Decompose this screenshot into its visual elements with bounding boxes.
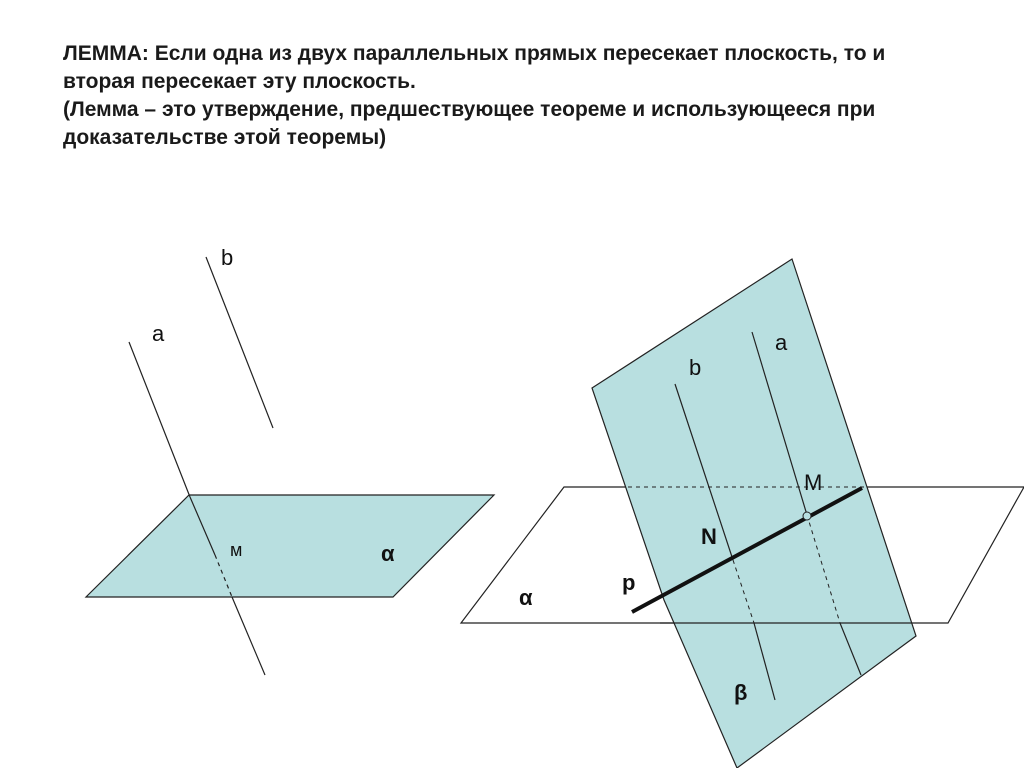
left-figure: [86, 245, 494, 675]
left-line-a-upper: [129, 342, 190, 497]
left-label-b: b: [221, 245, 234, 270]
right-figure: [461, 259, 1024, 768]
right-label-a: a: [775, 330, 788, 355]
right-label-N: N: [701, 524, 717, 549]
right-label-beta: β: [734, 680, 748, 705]
right-label-p: p: [622, 570, 636, 595]
left-label-alpha: α: [381, 541, 395, 566]
left-line-b: [206, 257, 273, 428]
left-line-a-lower: [232, 597, 265, 675]
point-m-marker: [803, 512, 811, 520]
left-label-m: м: [230, 540, 243, 560]
lemma-line-1: ЛЕММА: Если одна из двух параллельных прямых пересекает плоскость, то и: [63, 42, 886, 65]
left-plane-alpha: [86, 495, 494, 597]
left-label-a: a: [152, 321, 165, 346]
right-label-b: b: [689, 355, 702, 380]
lemma-line-2: вторая пересекает эту плоскость.: [63, 70, 416, 93]
right-label-alpha: α: [519, 585, 533, 610]
right-plane-beta: [592, 259, 916, 768]
lemma-line-4: доказательстве этой теоремы): [63, 126, 387, 149]
lemma-line-3: (Лемма – это утверждение, предшествующее теореме и использующееся при: [63, 98, 876, 121]
right-label-M: M: [804, 470, 823, 495]
